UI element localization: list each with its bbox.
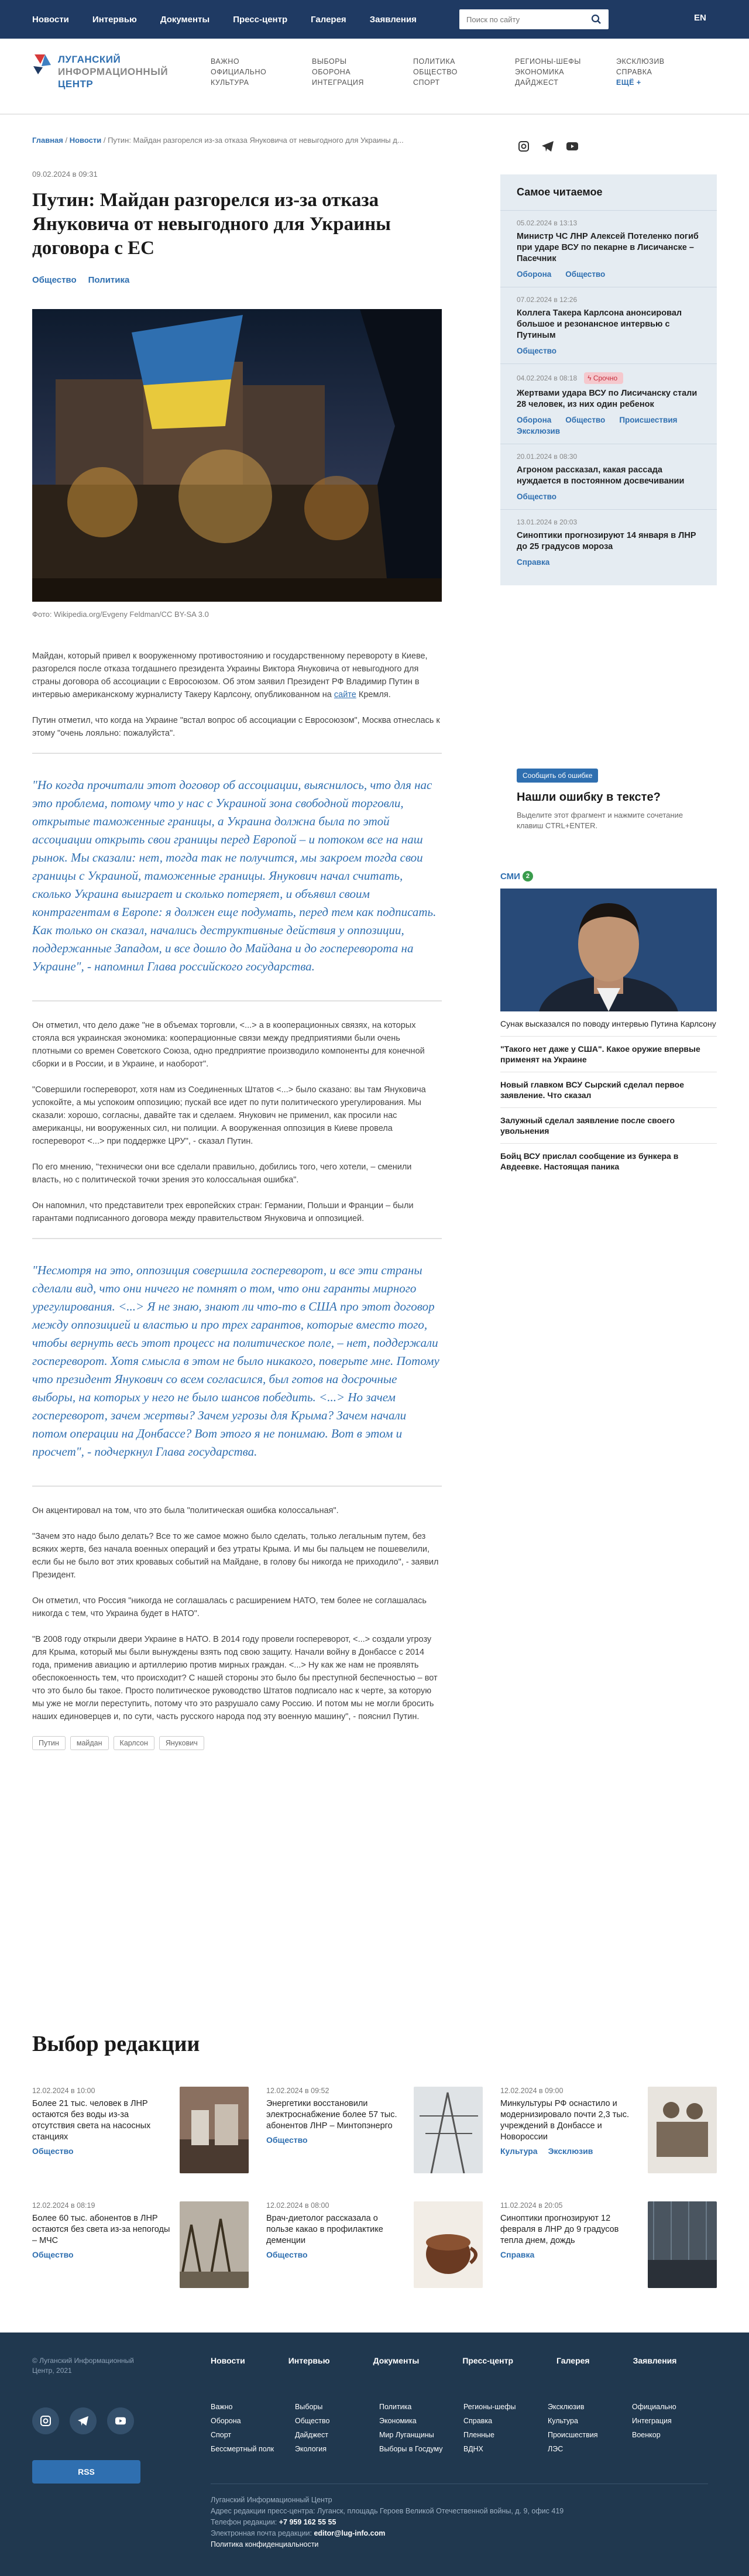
menu-more[interactable]: ЕЩЁ + xyxy=(616,78,641,87)
maidan-photo-illustration xyxy=(32,309,442,602)
sidebar-news-title[interactable]: Коллега Такера Карлсона анонсировал большое и резонансное интервью с Путиным xyxy=(517,308,682,340)
blockquote xyxy=(32,1238,442,1487)
menu-column-5 xyxy=(616,57,665,87)
top-navigation-bar xyxy=(0,0,749,39)
topnav-statements[interactable]: Заявления xyxy=(369,14,417,25)
footer-nav-item[interactable]: Заявления xyxy=(633,2356,677,2365)
category-link[interactable]: Общество xyxy=(517,492,557,501)
report-error-text: Выделите этот фрагмент и нажмите сочетание клавиш CTRL+ENTER. xyxy=(517,811,683,830)
editors-item[interactable]: 12.02.2024 в 10:00 Более 21 тыс. человек в ЛНР остаются без воды из-за отсутствия света на насосных станциях Общество xyxy=(32,2087,249,2173)
media-item[interactable]: Залужный сделал заявление после своего увольнения xyxy=(500,1108,717,1144)
portrait-illustration xyxy=(500,889,717,1011)
footer-link[interactable]: Справка xyxy=(463,2417,493,2425)
menu-defense[interactable]: ОБОРОНА xyxy=(312,68,351,76)
breadcrumb: Главная / Новости / Путин: Майдан разгорелся из-за отказа Януковича от невыгодного для Украины д... xyxy=(32,136,404,145)
menu-reference[interactable]: СПРАВКА xyxy=(616,68,652,76)
paragraph: Он отметил, что Россия "никогда не соглашалась с расширением НАТО, тем более не соглашалась никогда с тем, что Украина будет в НАТО". xyxy=(32,1596,427,1618)
editors-item-title[interactable]: Более 21 тыс. человек в ЛНР остаются без воды из-за отсутствия света на насосных станциях xyxy=(32,2099,151,2142)
footer-nav-item[interactable]: Интервью xyxy=(288,2356,330,2365)
footer-link[interactable]: Экономика xyxy=(379,2417,417,2425)
footer-link[interactable]: Политика xyxy=(379,2403,412,2411)
footer-info: Луганский Информационный Центр Адрес редакции пресс-центра: Луганск, площадь Героев Великой Отечественной войны, д. 9, офис 419 Телефон редакции: +7 959 162 55 55 Электронная почта редакции: editor@lug-info.com Политика конфиденциальности xyxy=(211,2484,708,2550)
footer-copyright: © Луганский Информационный Центр, 2021 xyxy=(32,2357,134,2375)
footer-link[interactable]: Официально xyxy=(632,2403,676,2411)
site-header xyxy=(0,39,749,115)
sidebar-news-title[interactable]: Жертвами удара ВСУ по Лисичанску стали 28 человек, из них один ребенок xyxy=(517,389,698,409)
sidebar-news-item[interactable]: 05.02.2024 в 13:13 Министр ЧС ЛНР Алексей Потеленко погиб при ударе ВСУ по пекарне в Лисичанске – Пасечник Оборона Общество xyxy=(500,210,717,287)
topnav-interview[interactable]: Интервью xyxy=(92,14,137,25)
topnav-press-center[interactable]: Пресс-центр xyxy=(233,14,288,25)
youtube-icon[interactable] xyxy=(107,2407,134,2434)
footer-link[interactable]: Военкор xyxy=(632,2431,661,2439)
category-link[interactable]: Эксклюзив xyxy=(548,2146,593,2156)
menu-regions[interactable]: РЕГИОНЫ-ШЕФЫ xyxy=(515,57,581,66)
sidebar-news-item[interactable]: 20.01.2024 в 08:30 Агроном рассказал, какая рассада нуждается в постоянном досвечивании Общество xyxy=(500,444,717,509)
category-link[interactable]: Справка xyxy=(500,2250,535,2259)
instagram-icon[interactable] xyxy=(32,2407,59,2434)
footer-email[interactable]: editor@lug-info.com xyxy=(314,2529,386,2537)
footer-links xyxy=(211,2403,716,2453)
footer-link[interactable]: Выборы в Госдуму xyxy=(379,2445,443,2453)
article-photo xyxy=(32,309,442,602)
footer-phone[interactable]: +7 959 162 55 55 xyxy=(279,2518,336,2526)
category-link[interactable]: Общество xyxy=(32,2146,74,2156)
editors-item-title[interactable]: Минкультуры РФ оснастило и модернизировало почти 2,3 тыс. учреждений в Донбассе и Новороссии xyxy=(500,2099,630,2142)
topnav-gallery[interactable]: Галерея xyxy=(311,14,346,25)
paragraph: "В 2008 году открыли двери Украине в НАТО. В 2014 году провели госпереворот, <...> создали угрозу для Крыма, который мы были вынуждены взять под свою защиту. Начали войну в Донбассе с 2014 года, применив авиацию и артиллерию против мирных граждан. <...> Ну как же нам не проявлять обеспокоенность тем, что происходит? С нашей стороны это было бы преступной беспечностью – вот что это было бы такое. Просто политическое руководство Штатов подписало нас к черте, за которую мы уже не могли переступить, потому что это разрушало саму Россию. И потом мы не могли бросить наших единоверцев и, по сути, часть русского народа под эту военную машину", - пояснил Путин. xyxy=(32,1635,438,1721)
page-title: Путин: Майдан разгорелся из-за отказа Януковича от невыгодного для Украины договора с ЕС xyxy=(32,190,391,259)
logo-line-1: ЛУГАНСКИЙ xyxy=(58,54,121,65)
most-read-sidebar xyxy=(500,174,717,585)
menu-digest[interactable]: ДАЙДЖЕСТ xyxy=(515,78,559,87)
urgent-badge: ϟ Срочно xyxy=(584,372,623,384)
footer-link[interactable]: Интеграция xyxy=(632,2417,672,2425)
category-link[interactable]: Общество xyxy=(266,2250,308,2259)
quote-text: "Несмотря на это, оппозиция совершила госпереворот, и все эти страны сделали вид, что они ничего не помнят о том, что они гаранты мирного урегулирования. <...> Я не знаю, знают ли что-то в США про этот договор между оппозицией и властью и про трех гарантов, которые вместо того, чтобы вернуть весь этот процесс на политическое поле, – нет, поддержали госпереворот. Хотя смысла в этом не было никакого, поверьте мне. Потому что президент Янукович со всем согласился, был готов на досрочные выборы, на которых у него не было шансов победить. <...> Но зачем госпереворот, зачем жертвы? Зачем угрозы для Крыма? Зачем начали потом операции на Донбассе? Вот этого я не понимаю. Вот в этом и просчет", - подчеркнул Глава государства. xyxy=(32,1263,439,1459)
footer-link[interactable]: Общество xyxy=(295,2417,330,2425)
telegram-icon[interactable] xyxy=(541,140,554,152)
category-link[interactable]: Происшествия xyxy=(619,416,678,424)
logo-icon xyxy=(32,53,52,76)
menu-exclusive[interactable]: ЭКСКЛЮЗИВ xyxy=(616,57,665,66)
footer-main-nav xyxy=(211,2356,676,2365)
paragraph: Он отметил, что дело даже "не в объемах торговли, <...> а в кооперационных связях, на которых стояла вся украинская экономика: кооперационные связи между предприятиями были очень плотными со времен Советского Союза, одно предприятие производило компоненты для конечной сборки и в России, и в Украине, и наоборот". xyxy=(32,1021,425,1069)
footer-nav-item[interactable]: Пресс-центр xyxy=(462,2356,514,2365)
keyword-chip[interactable]: майдан xyxy=(70,1736,109,1750)
editors-choice-grid xyxy=(32,2087,717,2288)
editors-item[interactable]: 11.02.2024 в 20:05 Синоптики прогнозируют 12 февраля в ЛНР до 9 градусов тепла днем, дождь Справка xyxy=(500,2201,717,2288)
paragraph: Путин отметил, что когда на Украине "встал вопрос об ассоциации с Евросоюзом", Москва отнеслась к этому "очень лояльно: пожалуйста". xyxy=(32,716,440,738)
quote-text: "Но когда прочитали этот договор об ассоциации, выяснилось, что для нас это проблема, потому что у нас с Украиной зона свободной торговли, открытые таможенные границы, а Украина должна была по этой ассоциации открыть свои границы перед Европой – и потоком все на наш рынок. Мы сказали: нет, тогда так не получится, мы закроем тогда свои границы с Украиной, таможенные границы. Янукович начал считать, сколько Украина выиграет и сколько потеряет, и объявил своим контрагентам в Европе: я должен еще подумать, перед тем как подписать. Как только он сказал, начались деструктивные действия у оппозиции, поддержанные Западом, и все дошло до Майдана и до госпереворота на Украине", - напомнил Глава российского государства. xyxy=(32,778,437,973)
footer-nav-item[interactable]: Галерея xyxy=(556,2356,590,2365)
menu-column-4 xyxy=(515,57,581,87)
youtube-icon[interactable] xyxy=(566,140,579,152)
instagram-icon[interactable] xyxy=(518,140,530,152)
footer-link[interactable]: Выборы xyxy=(295,2403,323,2411)
kremlin-link[interactable]: сайте xyxy=(334,690,356,699)
category-link[interactable]: Общество xyxy=(517,347,557,355)
topnav-documents[interactable]: Документы xyxy=(160,14,210,25)
paragraph: По его мнению, "технически они все сделали правильно, добились того, чего хотели, – сменили власть, но с политической точки зрения это колоссальная ошибка". xyxy=(32,1162,412,1185)
footer-link[interactable]: Мир Луганщины xyxy=(379,2431,434,2439)
logo-line-3: ЦЕНТР xyxy=(58,78,94,90)
editors-item[interactable]: 12.02.2024 в 08:00 Врач-диетолог рассказала о пользе какао в профилактике деменции Общество xyxy=(266,2201,483,2288)
paragraph: "Зачем это надо было делать? Все то же самое можно было сделать, только легальным путем, без всяких жертв, без начала военных операций и без утраты Крыма. И мы бы пальцем не пошевелили, если бы не было вот этих кровавых событий на Майдане, в голову бы никогда не приходило", - заявил Президент. xyxy=(32,1532,439,1580)
category-link[interactable]: Оборона xyxy=(517,416,552,424)
sidebar-news-title[interactable]: Министр ЧС ЛНР Алексей Потеленко погиб при ударе ВСУ по пекарне в Лисичанске – Пасечник xyxy=(517,232,699,263)
news-thumbnail[interactable] xyxy=(648,2201,717,2288)
media-caption[interactable]: Сунак высказался по поводу интервью Путина Карлсону xyxy=(500,1011,717,1037)
photo-caption: Фото: Wikipedia.org/Evgeny Feldman/CC BY-SA 3.0 xyxy=(32,610,209,619)
editors-item-title[interactable]: Врач-диетолог рассказала о пользе какао в профилактике деменции xyxy=(266,2214,383,2245)
tag-society[interactable]: Общество xyxy=(32,275,77,285)
lightning-icon: ϟ xyxy=(587,374,593,382)
media-item[interactable]: "Такого нет даже у США". Какое оружие впервые применят на Украине xyxy=(500,1037,717,1072)
news-thumbnail[interactable] xyxy=(414,2087,483,2173)
media-item[interactable]: Новый главком ВСУ Сырский сделал первое заявление. Что сказал xyxy=(500,1072,717,1108)
paragraph: "Совершили госпереворот, хотя нам из Соединенных Штатов <...> было сказано: вы там Януковича успокойте, а мы успокоим оппозицию; пускай все идет по пути политического урегулирования. Мы сказали: хорошо, согласны, давайте так и сделаем. Янукович не применил, как просили нас американцы, ни вооруженных сил, ни полиции. А вооруженная оппозиция в Киеве провела госпереворот <...> при поддержке ЦРУ", - сказал Путин. xyxy=(32,1085,426,1146)
menu-official[interactable]: ОФИЦИАЛЬНО xyxy=(211,68,267,76)
news-thumbnail[interactable] xyxy=(180,2087,249,2173)
language-switch[interactable]: EN xyxy=(694,13,706,23)
footer-link[interactable]: ВДНХ xyxy=(463,2445,483,2453)
menu-culture[interactable]: КУЛЬТУРА xyxy=(211,78,249,87)
menu-column-2 xyxy=(312,57,364,87)
editors-choice-title: Выбор редакции xyxy=(32,2032,200,2056)
sidebar-news-item[interactable]: 04.02.2024 в 08:18 ϟ Срочно Жертвами удара ВСУ по Лисичанску стали 28 человек, из них один ребенок Оборона Общество Происшествия Эксклюзив xyxy=(500,363,717,444)
news-thumbnail[interactable] xyxy=(180,2201,249,2288)
footer-link[interactable]: Регионы-шефы xyxy=(463,2403,516,2411)
keyword-chip[interactable]: Янукович xyxy=(159,1736,204,1750)
rss-button[interactable]: RSS xyxy=(32,2460,140,2484)
menu-important[interactable]: ВАЖНО xyxy=(211,57,240,66)
media-count-badge: 2 xyxy=(523,871,533,881)
category-link[interactable]: Оборона xyxy=(517,270,552,279)
article-tags xyxy=(32,275,129,285)
menu-sport[interactable]: СПОРТ xyxy=(413,78,440,87)
editors-item-title[interactable]: Синоптики прогнозируют 12 февраля в ЛНР до 9 градусов тепла днем, дождь xyxy=(500,2214,619,2245)
tag-politics[interactable]: Политика xyxy=(88,275,130,285)
editors-item-title[interactable]: Энергетики восстановили электроснабжение более 57 тыс. абонентов ЛНР – Минтопэнерго xyxy=(266,2099,397,2131)
media-block xyxy=(500,871,717,1179)
blockquote xyxy=(32,753,442,1001)
menu-politics[interactable]: ПОЛИТИКА xyxy=(413,57,455,66)
footer-link[interactable]: Культура xyxy=(548,2417,578,2425)
sidebar-news-title[interactable]: Агроном рассказал, какая рассада нуждается в постоянном досвечивании xyxy=(517,465,685,486)
breadcrumb-current: Путин: Майдан разгорелся из-за отказа Януковича от невыгодного для Украины д... xyxy=(108,136,404,145)
footer-link[interactable]: Оборона xyxy=(211,2417,241,2425)
footer-link[interactable]: Эксклюзив xyxy=(548,2403,585,2411)
news-thumbnail[interactable] xyxy=(648,2087,717,2173)
media-item[interactable]: Бойц ВСУ прислал сообщение из бункера в Авдеевке. Настоящая паника xyxy=(500,1151,679,1171)
category-link[interactable]: Эксклюзив xyxy=(517,427,561,435)
article-body xyxy=(32,650,442,1750)
footer-address: Адрес редакции пресс-центра: Луганск, площадь Героев Великой Отечественной войны, д. 9, офис 419 xyxy=(211,2507,564,2515)
search-icon[interactable] xyxy=(591,14,602,25)
media-title[interactable]: СМИ xyxy=(500,871,520,881)
menu-column-1 xyxy=(211,57,266,87)
sidebar-title: Самое читаемое xyxy=(517,186,603,198)
news-thumbnail[interactable] xyxy=(414,2201,483,2288)
site-logo[interactable] xyxy=(32,53,168,90)
footer-social xyxy=(32,2407,134,2434)
category-link[interactable]: Культура xyxy=(500,2146,538,2156)
menu-elections[interactable]: ВЫБОРЫ xyxy=(312,57,347,66)
search-box xyxy=(459,9,609,29)
footer-link[interactable]: Экология xyxy=(295,2445,327,2453)
keyword-chip[interactable]: Путин xyxy=(32,1736,66,1750)
topnav-news[interactable]: Новости xyxy=(32,14,69,25)
category-link[interactable]: Справка xyxy=(517,558,550,567)
footer-link[interactable]: Бессмертный полк xyxy=(211,2445,274,2453)
top-menu xyxy=(32,0,417,39)
privacy-policy-link[interactable]: Политика конфиденциальности xyxy=(211,2540,319,2548)
keyword-chip[interactable]: Карлсон xyxy=(114,1736,154,1750)
footer-link[interactable]: Дайджест xyxy=(295,2431,328,2439)
footer-link[interactable]: Спорт xyxy=(211,2431,232,2439)
footer-nav-item[interactable]: Документы xyxy=(373,2356,420,2365)
category-link[interactable]: Общество xyxy=(32,2250,74,2259)
category-link[interactable]: Общество xyxy=(565,270,606,279)
site-footer xyxy=(0,2333,749,2576)
footer-link[interactable]: Важно xyxy=(211,2403,233,2411)
footer-org: Луганский Информационный Центр xyxy=(211,2496,332,2504)
editors-item[interactable]: 12.02.2024 в 08:19 Более 60 тыс. абонентов в ЛНР остаются без света из-за непогоды – МЧС Общество xyxy=(32,2201,249,2288)
paragraph: Он напомнил, что представители трех европейских стран: Германии, Польши и Франции – были гарантами подписанного договора между правительством Януковича и оппозицией. xyxy=(32,1201,414,1223)
paragraph: Майдан, который привел к вооруженному противостоянию и государственному перевороту в Киеве, разгорелся после отказа тогдашнего президента Украины Виктора Януковича от невыгодного для страны договора об ассоциации с Евросоюзом. Об этом заявил Президент РФ Владимир Путин в интервью американскому журналисту Такеру Карлсону, опубликованном на сайте Кремля. xyxy=(32,651,428,699)
menu-society[interactable]: ОБЩЕСТВО xyxy=(413,68,458,76)
sidebar-news-item[interactable]: 07.02.2024 в 12:26 Коллега Такера Карлсона анонсировал большое и резонансное интервью с Путиным Общество xyxy=(500,287,717,363)
menu-economy[interactable]: ЭКОНОМИКА xyxy=(515,68,565,76)
paragraph: Он акцентировал на том, что это была "политическая ошибка колоссальная". xyxy=(32,1506,339,1515)
footer-link[interactable]: Пленные xyxy=(463,2431,494,2439)
report-error-button[interactable]: Сообщить об ошибке xyxy=(517,769,598,783)
footer-link[interactable]: Происшествия xyxy=(548,2431,598,2439)
telegram-icon[interactable] xyxy=(70,2407,97,2434)
sidebar-news-item[interactable]: 13.01.2024 в 20:03 Синоптики прогнозируют 14 января в ЛНР до 25 градусов мороза Справка xyxy=(500,509,717,575)
report-error-title: Нашли ошибку в тексте? xyxy=(517,791,661,804)
category-link[interactable]: Общество xyxy=(565,416,606,424)
media-photo[interactable] xyxy=(500,889,717,1011)
share-icons xyxy=(518,140,579,152)
footer-nav-item[interactable]: Новости xyxy=(211,2356,245,2365)
editors-item[interactable]: 12.02.2024 в 09:00 Минкультуры РФ оснастило и модернизировало почти 2,3 тыс. учреждений в Донбассе и Новороссии Культура Эксклюзив xyxy=(500,2087,717,2173)
menu-integration[interactable]: ИНТЕГРАЦИЯ xyxy=(312,78,364,87)
logo-line-2: ИНФОРМАЦИОННЫЙ xyxy=(58,66,169,77)
menu-column-3 xyxy=(413,57,458,87)
editors-item[interactable]: 12.02.2024 в 09:52 Энергетики восстановили электроснабжение более 57 тыс. абонентов ЛНР – Минтопэнерго Общество xyxy=(266,2087,483,2173)
editors-item-title[interactable]: Более 60 тыс. абонентов в ЛНР остаются без света из-за непогоды – МЧС xyxy=(32,2214,170,2245)
search-input[interactable] xyxy=(466,15,578,24)
article-date: 09.02.2024 в 09:31 xyxy=(32,170,98,179)
report-error-box xyxy=(500,758,717,842)
category-link[interactable]: Общество xyxy=(266,2135,308,2145)
footer-link[interactable]: ЛЭС xyxy=(548,2445,564,2453)
sidebar-news-title[interactable]: Синоптики прогнозируют 14 января в ЛНР до 25 градусов мороза xyxy=(517,531,696,551)
breadcrumb-news[interactable]: Новости xyxy=(69,136,102,145)
breadcrumb-home[interactable]: Главная xyxy=(32,136,63,145)
keyword-chips xyxy=(32,1736,442,1750)
